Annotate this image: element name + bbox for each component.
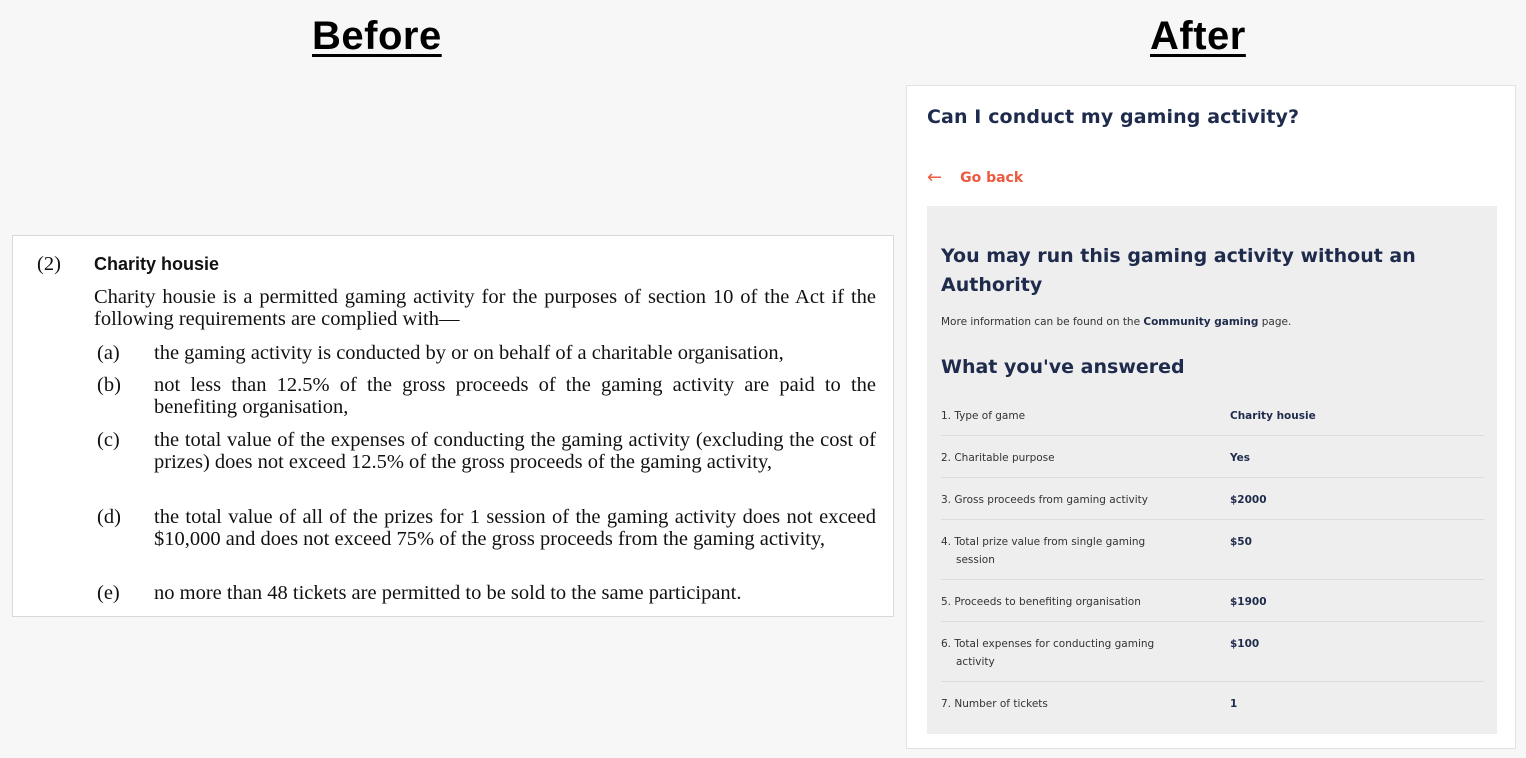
clause-label: (b) (97, 374, 121, 396)
clause-label: (d) (97, 506, 121, 528)
after-heading: After (1150, 14, 1246, 58)
answer-question: 4. Total prize value from single gaming session (941, 536, 1146, 566)
answer-value: $2000 (1230, 494, 1267, 506)
go-back-label: Go back (960, 170, 1024, 186)
more-info-suffix: page. (1258, 316, 1292, 328)
clause-label: (c) (97, 429, 120, 451)
answer-value: $50 (1230, 536, 1252, 548)
answer-question: 2. Charitable purpose (941, 452, 1055, 464)
result-box (927, 206, 1497, 734)
answer-row (941, 394, 1484, 436)
page-title: Can I conduct my gaming activity? (927, 106, 1300, 128)
legislation-excerpt (12, 235, 894, 617)
more-info-text (941, 316, 1291, 328)
clause-text: not less than 12.5% of the gross proceeds of the gaming activity are paid to the benefiting organisation, (154, 374, 876, 418)
answer-value: 1 (1230, 698, 1238, 710)
answer-row (941, 580, 1484, 622)
answer-question: 6. Total expenses for conducting gaming activity (941, 638, 1155, 668)
answer-value: Charity housie (1230, 410, 1316, 422)
community-gaming-link[interactable]: Community gaming (1143, 316, 1259, 328)
clause-text: no more than 48 tickets are permitted to be sold to the same participant. (154, 582, 742, 604)
section-intro: Charity housie is a permitted gaming activity for the purposes of section 10 of the Act if the following requirements are complied with— (94, 286, 876, 330)
answered-title: What you've answered (941, 356, 1185, 378)
eligibility-result-page (906, 85, 1516, 749)
arrow-left-icon: ← (927, 167, 943, 188)
answer-row (941, 436, 1484, 478)
clause-text: the total value of all of the prizes for 1 session of the gaming activity does not exceed $10,000 and does not exceed 75% of the gross proceeds from the gaming activity, (154, 506, 876, 550)
answer-row (941, 478, 1484, 520)
answer-value: Yes (1230, 452, 1251, 464)
answer-question: 1. Type of game (941, 410, 1026, 422)
answer-question: 5. Proceeds to benefiting organisation (941, 596, 1141, 608)
more-info-prefix: More information can be found on the (941, 316, 1144, 328)
answer-question: 7. Number of tickets (941, 698, 1048, 710)
answer-value: $100 (1230, 638, 1260, 650)
section-title: Charity housie (94, 254, 220, 274)
result-title: You may run this gaming activity without an Authority (941, 245, 1416, 296)
clause-label: (e) (97, 582, 120, 604)
before-heading: Before (312, 14, 442, 58)
clause-label: (a) (97, 342, 120, 364)
answer-row (941, 682, 1484, 723)
answer-question: 3. Gross proceeds from gaming activity (941, 494, 1149, 506)
clause-text: the total value of the expenses of conducting the gaming activity (excluding the cost of prizes) does not exceed 12.5% of the gross proceeds of the gaming activity, (154, 429, 876, 473)
section-number: (2) (37, 253, 61, 275)
answers-list (941, 394, 1484, 723)
answer-value: $1900 (1230, 596, 1267, 608)
clause-text: the gaming activity is conducted by or on behalf of a charitable organisation, (154, 342, 784, 364)
answer-row (941, 520, 1484, 580)
answer-row (941, 622, 1484, 682)
go-back-link[interactable] (927, 167, 1024, 188)
